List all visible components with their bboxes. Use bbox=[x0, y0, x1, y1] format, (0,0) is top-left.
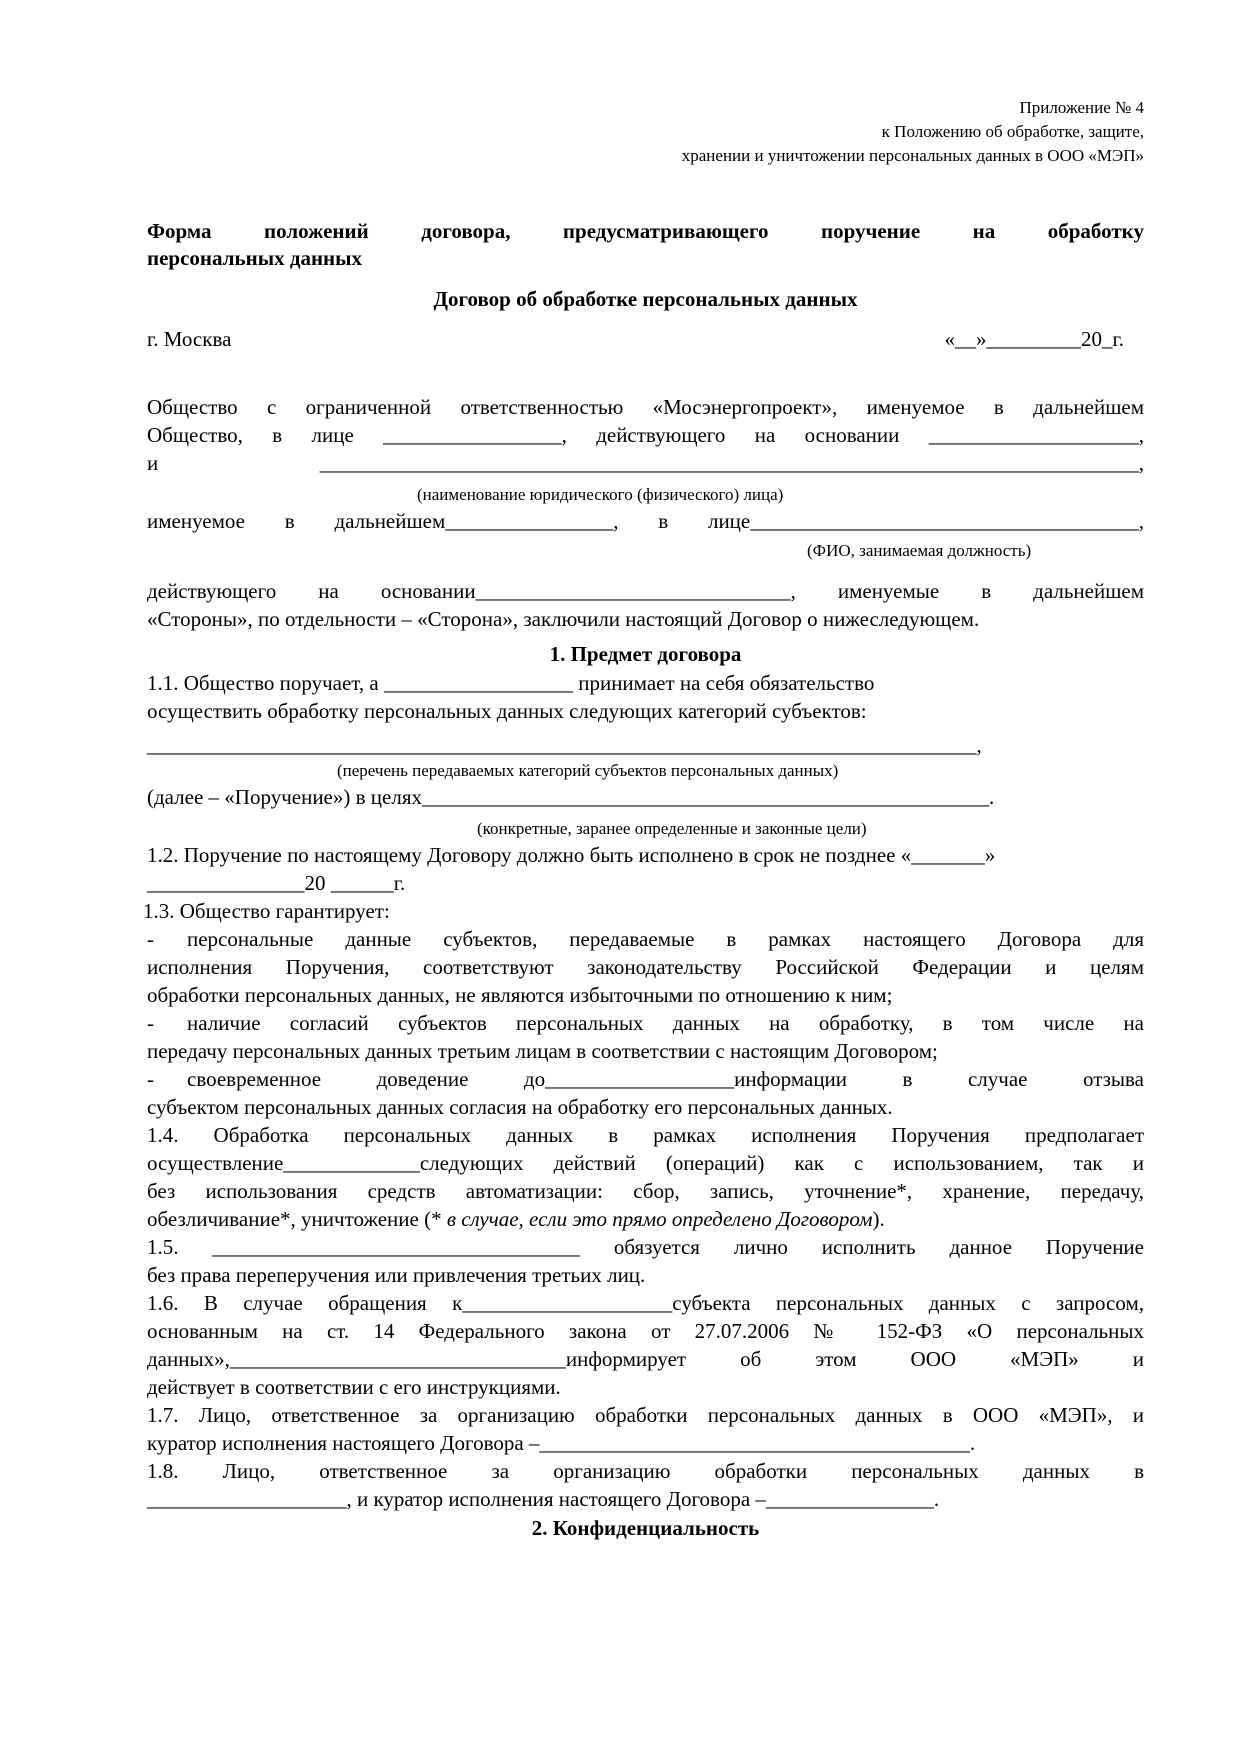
caption-fio-position: (ФИО, занимаемая должность) bbox=[807, 541, 1032, 560]
clause-1-4-italic-note: в случае, если это прямо определено Договором bbox=[446, 1207, 873, 1231]
contract-title: Договор об обработке персональных данных bbox=[433, 287, 858, 311]
clause-1-1-line-2: осуществить обработку персональных данных следующих категорий субъектов: bbox=[147, 699, 867, 723]
clause-1-5-line-1: 1.5. ___________________________________ обязуется лично исполнить данное Поручение bbox=[147, 1235, 1144, 1259]
form-title bbox=[147, 218, 1144, 272]
preamble-line-1: Общество с ограниченной ответственностью «Мосэнергопроект», именуемое в дальнейшем bbox=[147, 395, 1144, 419]
clause-1-4-text-b: ). bbox=[872, 1207, 885, 1231]
section-1-title: 1. Предмет договора bbox=[549, 642, 742, 666]
clause-1-2-line-1: 1.2. Поручение по настоящему Договору должно быть исполнено в срок не позднее «_______» bbox=[147, 843, 996, 867]
bullet-2-line-1 bbox=[147, 1009, 1144, 1037]
preamble-line-5: действующего на основании______________________________, именуемые в дальнейшем bbox=[147, 579, 1144, 603]
bullet-3-text: своевременное доведение до__________________информации в случае отзыва bbox=[187, 1067, 1144, 1091]
bullet-2-line-2: передачу персональных данных третьим лицам в соответствии с настоящим Договором; bbox=[147, 1039, 938, 1063]
date-field: «__»_________20_г. bbox=[944, 327, 1124, 351]
clause-1-6-line-3: данных»,________________________________информирует об этом ООО «МЭП» и bbox=[147, 1347, 1144, 1371]
clause-1-1-line-1: 1.1. Общество поручает, а __________________ принимает на себя обязательство bbox=[147, 671, 875, 695]
appendix-line-2: к Положению об обработке, защите, bbox=[881, 122, 1144, 141]
clause-1-6-line-4: действует в соответствии с его инструкциями. bbox=[147, 1375, 561, 1399]
document-page bbox=[143, 96, 1144, 1543]
caption-legal-entity: (наименование юридического (физического) лица) bbox=[417, 485, 784, 504]
section-1-body bbox=[143, 669, 1144, 1513]
caption-purposes: (конкретные, заранее определенные и законные цели) bbox=[477, 819, 867, 838]
bullet-1-line-2: исполнения Поручения, соответствуют законодательству Российской Федерации и целям bbox=[147, 955, 1144, 979]
bullet-3-line-2: субъектом персональных данных согласия на обработку его персональных данных. bbox=[147, 1095, 893, 1119]
bullet-1 bbox=[147, 925, 1144, 1009]
clause-1-8-line-1: 1.8. Лицо, ответственное за организацию обработки персональных данных в bbox=[147, 1459, 1144, 1483]
clause-1-5-line-2: без права переперучения или привлечения третьих лиц. bbox=[147, 1263, 646, 1287]
form-title-line-2: персональных данных bbox=[147, 246, 363, 270]
bullet-2 bbox=[147, 1009, 1144, 1065]
bullet-dash: - bbox=[147, 1067, 154, 1091]
bullet-dash: - bbox=[147, 1011, 154, 1035]
clause-1-7-line-1: 1.7. Лицо, ответственное за организацию обработки персональных данных в ООО «МЭП», и bbox=[147, 1403, 1144, 1427]
clause-1-4-line-2: осуществление_____________следующих действий (операций) как с использованием, так и bbox=[147, 1151, 1144, 1175]
appendix-header bbox=[147, 96, 1144, 168]
bullet-3 bbox=[147, 1065, 1144, 1121]
preamble bbox=[147, 393, 1144, 633]
bullet-1-line-3: обработки персональных данных, не являются избыточными по отношению к ним; bbox=[147, 983, 893, 1007]
clause-1-6-line-1: 1.6. В случае обращения к____________________субъекта персональных данных с запросом, bbox=[147, 1291, 1144, 1315]
bullet-dash: - bbox=[147, 927, 154, 951]
clause-1-4-line-4 bbox=[147, 1205, 1144, 1233]
appendix-line-1: Приложение № 4 bbox=[1019, 98, 1144, 117]
appendix-line-3: хранении и уничтожении персональных данных в ООО «МЭП» bbox=[681, 146, 1144, 165]
clause-1-4-text-a: обезличивание*, уничтожение (* bbox=[147, 1207, 447, 1231]
clause-1-4-line-1: 1.4. Обработка персональных данных в рамках исполнения Поручения предполагает bbox=[147, 1123, 1144, 1147]
bullet-1-line-1 bbox=[147, 925, 1144, 953]
form-title-line-1: Форма положений договора, предусматривающего поручение на обработку bbox=[147, 219, 1144, 243]
clause-1-1-line-3: _______________________________________________________________________________, bbox=[147, 733, 982, 757]
bullet-3-line-1 bbox=[147, 1065, 1144, 1093]
section-2-title: 2. Конфиденциальность bbox=[531, 1516, 760, 1540]
clause-1-7-line-2: куратор исполнения настоящего Договора –_________________________________________. bbox=[147, 1431, 976, 1455]
bullet-2-text: наличие согласий субъектов персональных данных на обработку, в том числе на bbox=[187, 1011, 1144, 1035]
caption-subject-categories: (перечень передаваемых категорий субъектов персональных данных) bbox=[337, 761, 839, 780]
preamble-line-4: именуемое в дальнейшем________________, в лице_____________________________________, bbox=[147, 509, 1144, 533]
clause-1-8-line-2: ___________________, и куратор исполнения настоящего Договора –________________. bbox=[147, 1487, 940, 1511]
city-date-row bbox=[147, 325, 1144, 353]
clause-1-3: 1.3. Общество гарантирует: bbox=[143, 899, 390, 923]
preamble-line-3: и ______________________________________________________________________________, bbox=[147, 451, 1144, 475]
clause-1-4-line-3: без использования средств автоматизации: сбор, запись, уточнение*, хранение, передачу, bbox=[147, 1179, 1144, 1203]
preamble-line-2: Общество, в лице _________________, действующего на основании ____________________, bbox=[147, 423, 1144, 447]
clause-1-1-line-4: (далее – «Поручение») в целях______________________________________________________. bbox=[147, 785, 995, 809]
clause-1-6-line-2: основанным на ст. 14 Федерального закона от 27.07.2006 № 152-ФЗ «О персональных bbox=[147, 1319, 1144, 1343]
city: г. Москва bbox=[147, 327, 232, 351]
bullet-1-text: персональные данные субъектов, передаваемые в рамках настоящего Договора для bbox=[187, 927, 1144, 951]
clause-1-2-line-2: _______________20 ______г. bbox=[147, 871, 406, 895]
preamble-line-6: «Стороны», по отдельности – «Сторона», заключили настоящий Договор о нижеследующем. bbox=[147, 607, 980, 631]
